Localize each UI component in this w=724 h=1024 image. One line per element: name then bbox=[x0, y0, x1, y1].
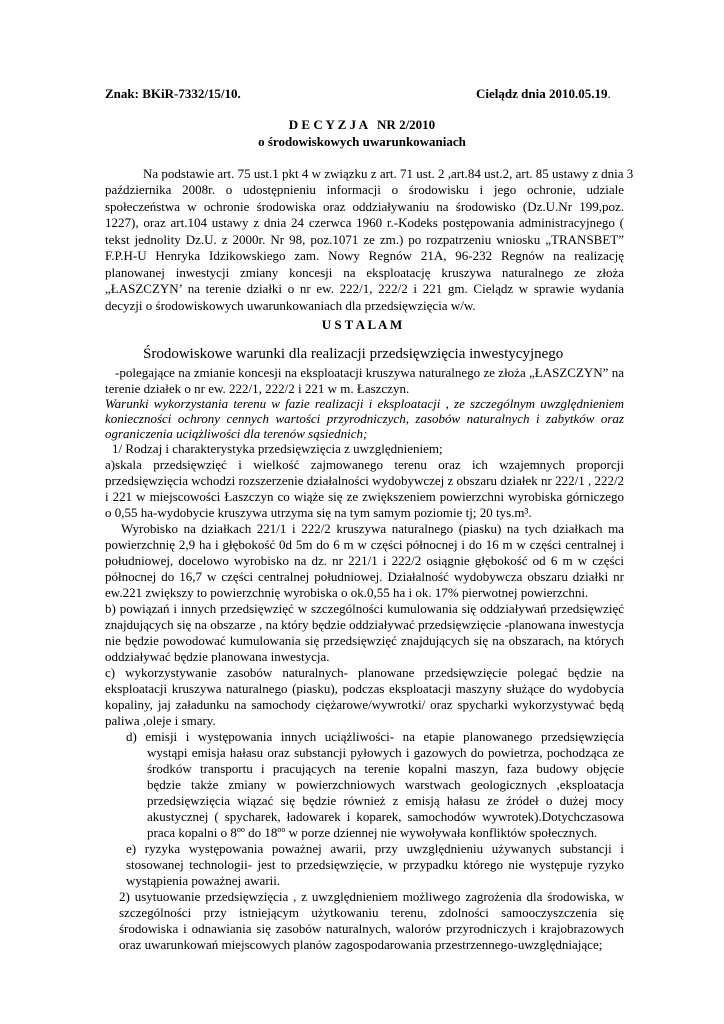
conditions-line: ograniczenia uciążliwości dla terenów sąsiednich; bbox=[105, 426, 368, 441]
decision-title: D E C Y Z J A NR 2/2010 bbox=[288, 117, 436, 132]
item-d-text: do 18 bbox=[244, 825, 278, 840]
place-and-date-dot: . bbox=[607, 86, 611, 101]
item-a-line: przedsięwzięcia wchodzi rozszerzenie działalności wydobywczej z obszaru działek nr 222/1 , 222/2 bbox=[105, 473, 625, 488]
item-c-line: paliwa ,oleje i smary. bbox=[105, 713, 216, 728]
item-c-line: kopaliny, jaj załadunku na samochody ciężarowe/wywrotki/ oraz spycharki wykorzystywać będą bbox=[105, 697, 624, 712]
item-e-line: wystąpienia poważnej awarii. bbox=[126, 873, 281, 888]
intro-line: „ŁASZCZYN’ na terenie działki o nr ew. 222/1, 222/2 i 221 gm. Cielądz w sprawie wydania bbox=[105, 281, 624, 296]
decision-subtitle: o środowiskowych uwarunkowaniach bbox=[258, 134, 466, 149]
item-d-line: akustycznej ( spycharek, ładowarek i koparek, samochodów wywrotek).Dotychczasowa bbox=[147, 809, 624, 824]
item-d-line: wystąpi emisja hałasu oraz substancji pyłowych i gazowych do powietrza, pochodząca ze bbox=[147, 745, 624, 760]
wyrobisko-line: południowej, docelowo wyrobisko na dz. nr 221/1 i 222/2 osiągnie głębokość od 6 m w części bbox=[105, 553, 624, 568]
item-d-line: d) emisji i występowania innych uciążliwości- na etapie planowanego przedsięwzięcia bbox=[126, 729, 624, 744]
wyrobisko-line: Wyrobisko na działkach 221/1 i 222/2 kruszywa naturalnego (piasku) na tych działkach ma bbox=[121, 521, 624, 536]
item-a-line: o 0,55 ha-wydobycie kruszywa utrzyma się na tym samym poziomie tj; 20 tys.m³. bbox=[105, 505, 532, 520]
item-a-line: a)skala przedsięwzięć i wielkość zajmowanego terenu oraz ich wzajemnych proporcji bbox=[105, 457, 624, 472]
item-e-line: e) ryzyka występowania poważnej awarii, przy uwzględnieniu używanych substancji i bbox=[126, 841, 624, 856]
intro-line: planowanej inwestycji zmiany koncesji na eksploatację kruszywa naturalnego ze złoża bbox=[105, 265, 624, 280]
item-c-line: eksploatacji kruszywa naturalnego (piasku), podczas eksploatacji maszyny służące do wydobycia bbox=[105, 681, 624, 696]
point-2-line: środowiska i odnawiania się zasobów naturalnych, walorów przyrodniczych i krajobrazowych bbox=[119, 921, 624, 936]
item-d-line: będzie także zmiany w powierzchniowych warstwach geologicznych ,eksploatacja bbox=[147, 777, 624, 792]
conditions-line: konieczności ochrony cennych wartości przyrodniczych, zasobów naturalnych i zabytków oraz bbox=[105, 411, 624, 426]
intro-line: Na podstawie art. 75 ust.1 pkt 4 w związku z art. 71 ust. 2 ,art.84 ust.2, art. 85 ustawy z dnia 3 bbox=[143, 166, 634, 181]
item-b-line: znajdujących się na obszarze , na który będzie oddziaływać przedsięwzięcie -planowana inwestycja bbox=[105, 617, 624, 632]
item-a-line: i 221 w miejscowości Łaszczyn co wiąże się ze zwiększeniem powierzchni wyrobiska górniczego bbox=[105, 489, 624, 504]
intro-line: października 2008r. o udostępnieniu informacji o środowisku i jego ochronie, udziale bbox=[105, 182, 624, 197]
point-1-heading: 1/ Rodzaj i charakterystyka przedsięwzięcia z uwzględnieniem; bbox=[112, 441, 443, 456]
env-sub-line: -polegające na zmianie koncesji na eksploatacji kruszywa naturalnego ze złoża „ŁASZCZYN” na bbox=[115, 365, 624, 380]
item-b-line: b) powiązań i innych przedsięwzięć w szczególności kumulowania się oddziaływań przedsięwzięć bbox=[105, 601, 624, 616]
item-e-line: stosowanej technologii- jest to przedsięwzięcie, w przypadku którego nie występuje ryzyko bbox=[126, 857, 624, 872]
item-b-line: nie będzie powodować kumulowania się przedsięwzięć znajdujących się na obszarach, na których bbox=[105, 633, 624, 648]
intro-line: tekst jednolity Dz.U. z 2000r. Nr 98, poz.1071 ze zm.) po rozpatrzeniu wniosku „TRANSBET” bbox=[105, 232, 624, 247]
intro-line: F.P.H-U Henryka Idzikowskiego zam. Nowy Regnów 21A, 96-232 Regnów na realizację bbox=[105, 248, 624, 263]
item-c-line: c) wykorzystywanie zasobów naturalnych- planowane przedsięwzięcie polegać będzie na bbox=[105, 665, 624, 680]
conditions-line: Warunki wykorzystania terenu w fazie realizacji i eksploatacji , ze szczególnym uwzględnieniem bbox=[105, 396, 624, 411]
item-d-line: środków transportu i pracujących na terenie kopalni maszyn, faza budowy objęcie bbox=[147, 761, 624, 776]
env-sub-line: terenie działek o nr ew. 222/1, 222/2 i 221 w m. Łaszczyn. bbox=[105, 381, 410, 396]
place-and-date bbox=[476, 86, 611, 102]
item-d-line-last bbox=[147, 825, 597, 840]
point-2-line: 2) usytuowanie przedsięwzięcia , z uwzględnieniem możliwego zagrożenia dla środowiska, w bbox=[119, 889, 624, 904]
point-2-line: oraz uwarunkowań miejscowych planów zagospodarowania przestrzennego-uwzględniające; bbox=[119, 937, 603, 952]
item-d-text: w porze dziennej nie wywoływała konfliktów społecznych. bbox=[285, 825, 598, 840]
ustalam-heading: U S T A L A M bbox=[321, 317, 403, 332]
wyrobisko-line: ew.221 zwiększy to powierzchnię wyrobiska o ok.0,55 ha i ok. 17% pierwotnej powierzchni. bbox=[105, 585, 589, 600]
intro-line: 1227), oraz art.104 ustawy z dnia 24 czerwca 1960 r.-Kodeks postępowania administracyjnego ( bbox=[105, 215, 624, 230]
item-d-superscript: oo bbox=[277, 825, 286, 834]
item-d-line: przedsięwzięcia wiązać się będzie również z emisją hałasu ze źródeł o dużej mocy bbox=[147, 793, 624, 808]
intro-line: społeczeństwa w ochronie środowiska oraz oddziaływaniu na środowisko (Dz.U.Nr 199,poz. bbox=[105, 199, 624, 214]
place-and-date-text: Cielądz dnia 2010.05.19 bbox=[476, 86, 608, 101]
item-b-line: oddziaływać będzie planowana inwestycja. bbox=[105, 649, 330, 664]
item-d-superscript: oo bbox=[236, 825, 245, 834]
env-conditions-heading: Środowiskowe warunki dla realizacji przedsięwzięcia inwestycyjnego bbox=[143, 346, 564, 362]
wyrobisko-line: północnej do 16,7 w części centralnej południowej. Działalność wydobywcza obszaru działki nr bbox=[105, 569, 624, 584]
intro-line: decyzji o środowiskowych uwarunkowaniach dla przedsięwzięcia w/w. bbox=[105, 298, 476, 313]
item-d-text: praca kopalni o 8 bbox=[147, 825, 237, 840]
wyrobisko-line: powierzchnię 2,9 ha i głębokość 0d 5m do 6 m w części północnej i do 16 m w części centralnej i bbox=[105, 537, 624, 552]
point-2-line: szczególności przy istniejącym użytkowaniu terenu, zdolności samooczyszczenia się bbox=[119, 905, 624, 920]
reference-number: Znak: BKiR-7332/15/10. bbox=[105, 86, 241, 101]
